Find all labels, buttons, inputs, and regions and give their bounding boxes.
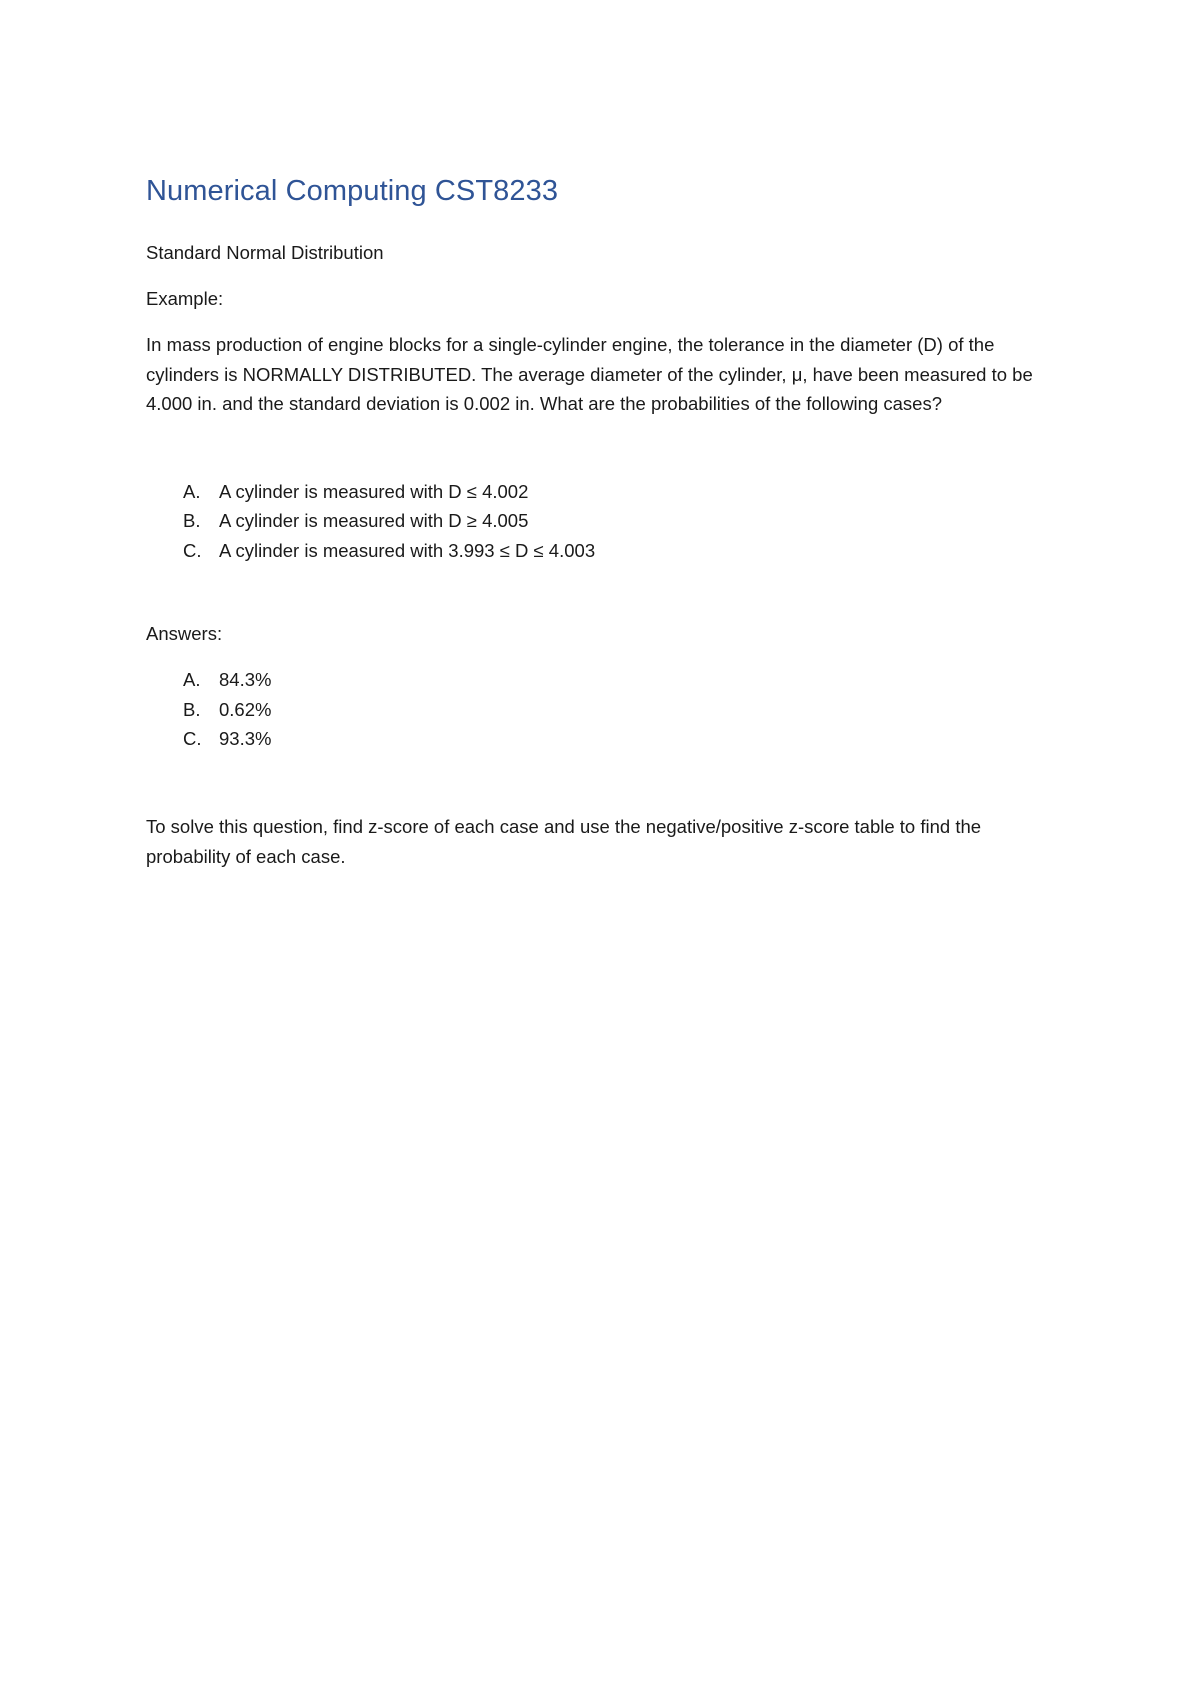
- solution-note: To solve this question, find z-score of each case and use the negative/positive z-score table to find the probability of each case.: [146, 815, 982, 867]
- list-item: [146, 536, 1066, 566]
- cases-list: [146, 477, 1066, 566]
- document-title: Numerical Computing CST8233: [146, 175, 559, 207]
- section-subtitle: Standard Normal Distribution: [146, 242, 384, 263]
- list-item: [146, 506, 1066, 536]
- list-marker: A.: [183, 669, 201, 690]
- list-marker: B.: [183, 510, 201, 531]
- list-marker: C.: [183, 539, 202, 561]
- answers-label: Answers:: [146, 623, 223, 644]
- answer-text: 0.62%: [219, 698, 272, 720]
- list-item: [146, 477, 1066, 507]
- answers-list: [146, 665, 1066, 754]
- list-marker: C.: [183, 728, 202, 749]
- list-item: [146, 695, 1066, 725]
- case-text: A cylinder is measured with D ≤ 4.002: [219, 480, 529, 502]
- case-text: A cylinder is measured with D ≥ 4.005: [219, 510, 529, 531]
- list-marker: A.: [183, 480, 201, 502]
- list-item: [146, 724, 1066, 754]
- document-page: [146, 170, 1066, 872]
- answer-text: 93.3%: [219, 728, 272, 749]
- case-text: A cylinder is measured with 3.993 ≤ D ≤ 4.003: [219, 539, 596, 561]
- answer-text: 84.3%: [219, 669, 272, 690]
- problem-statement: In mass production of engine blocks for a single-cylinder engine, the tolerance in the diameter (D) of the cylinders is NORMALLY DISTRIBUTED. The average diameter of the cylinder, μ, have been measured to be 4.000 in. and the standard deviation is 0.002 in. What are the probabilities of the following cases?: [146, 334, 1033, 414]
- list-marker: B.: [183, 698, 201, 720]
- example-label: Example:: [146, 288, 224, 309]
- list-item: [146, 665, 1066, 695]
